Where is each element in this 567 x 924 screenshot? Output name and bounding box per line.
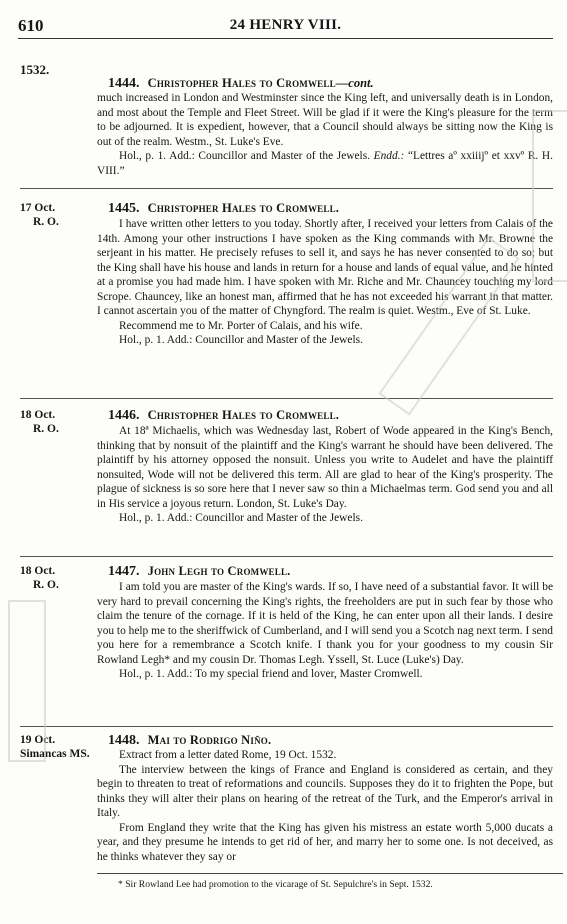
entry-paragraph: much increased in London and Westminster since the King left, and universally death is in London, and most about the Temple and Fleet Street. Will be glad if it were the King's pleasure for the term to be adjourned. It is expedient, however, that a Council should always be sitting now the King is out of the realm. Westm., St. Luke's Eve. (97, 92, 553, 148)
entry-title: Mai to Rodrigo Niño. (147, 733, 272, 747)
entry-meta: Hol., p. 1. Add.: Councillor and Master of the Jewels. Endd.: “Lettres aº xxiiijº et xxvº R. H. VIII.” (97, 150, 553, 177)
library-stamp (532, 110, 567, 282)
entry-body (97, 91, 553, 178)
margin-year: 1532. (20, 62, 50, 77)
entry-body (97, 424, 553, 526)
margin-source: R. O. (33, 423, 59, 435)
entry-paragraph: At 18ª Michaelis, which was Wednesday last, Robert of Wode appeared in the King's Bench, thinking that by nonsuit of the plaintiff and the King's warrant he should have been delivered. The plaintiff by his attorney opposed the nonsuit. Unless you write to Audelet and have the plaintiff nonsuited, Wode will not be delivered this term. All are glad to hear of the King's prosperity. The plague of sickness is so sore here that I never saw so thin a Michaelmas term. God send you and all in His service a joyous return. London, St. Luke's Day. (97, 425, 553, 510)
entry-paragraph: From England they write that the King has given his mistress an estate worth 5,000 ducats a year, and they presume he intends to get rid of her, and marry her to some one. Is not deceived, as he thinks whatever they say or (97, 821, 553, 863)
margin-date: 19 Oct. (20, 734, 56, 746)
entry-title: Christopher Hales to Cromwell. (147, 408, 340, 422)
margin-source: R. O. (33, 579, 59, 591)
entry-cont: —cont. (335, 76, 374, 90)
entry-title: Christopher Hales to Cromwell. (147, 201, 340, 215)
divider (20, 726, 553, 727)
entry-title: Christopher Hales to Cromwell (147, 76, 336, 90)
entry-meta: Hol., p. 1. Add.: Councillor and Master of the Jewels. (119, 512, 363, 524)
margin-source: R. O. (33, 216, 59, 228)
page-number: 610 (18, 16, 44, 35)
entry-paragraph: I am told you are master of the King's wards. If so, I have need of a substantial favor. It will be very hard to prevail concerning the King's rights, the freeholders are put in such fear by those who claim the tenure of the cornage. If it is held of the King, he can enter upon all their lands. I desire you to help me to the sheriffwick of Cumberland, and I will send you a Scotch nag next term. I send you here for a remembrance a Scotch knife. I thank you for your goodness to my cousin Sir Rowland Legh* and my cousin Dr. Thomas Legh. Yssell, St. Luce (Luke's) Day. (97, 581, 553, 666)
running-head (18, 16, 553, 39)
margin-source: Simancas MS. (20, 748, 90, 760)
entry-paragraph: The interview between the kings of France and England is considered as certain, and they begin to threaten to treat of reformations and councils. Supposes they do it to frighten the Pope, but thinks they will alter their plans on hearing of the retreat of the Turk, and the Emperor's arrival in Italy. (97, 763, 553, 819)
entry-heading (108, 564, 553, 580)
margin-date: 18 Oct. (20, 409, 56, 421)
entry-body (97, 580, 553, 682)
entry-heading (108, 733, 553, 749)
entry-number: 1444. (108, 76, 140, 91)
entry-meta: Hol., p. 1. Add.: Councillor and Master of the Jewels. (119, 334, 363, 346)
entry-title: John Legh to Cromwell. (147, 564, 291, 578)
divider (20, 556, 553, 557)
footnote: * Sir Rowland Lee had promotion to the vicarage of St. Sepulchre's in Sept. 1532. (118, 879, 433, 890)
entry-paragraph: Extract from a letter dated Rome, 19 Oct. 1532. (119, 749, 337, 761)
entry-paragraph: Recommend me to Mr. Porter of Calais, and his wife. (119, 319, 363, 332)
divider (20, 398, 553, 399)
entry-heading (108, 201, 553, 217)
entry-meta: Hol., p. 1. Add.: To my special friend and lover, Master Cromwell. (119, 668, 423, 680)
library-stamp (8, 600, 46, 762)
entry-heading (108, 76, 553, 92)
entry-number: 1446. (108, 408, 140, 423)
running-title: 24 HENRY VIII. (229, 17, 342, 33)
margin-date: 17 Oct. (20, 202, 56, 214)
footnote-rule (97, 873, 563, 874)
entry-heading (108, 408, 553, 424)
entry-number: 1445. (108, 201, 140, 216)
divider (20, 188, 553, 189)
entry-paragraph: I have written other letters to you today. Shortly after, I received your letters from Calais of the 14th. Among your other instructions I have spoken as the King commands with Mr. Browne the serjeant in his matter. He precisely refuses to sell it, and says he has never consented to do so; but the King shall have his house and lands in return for a house and lands of equal value, and he hinted at a promise you had made him. I have spoken with Mr. Riche and Mr. Chauncey touching my lord Scrope. Chauncey, like an honest man, affirmed that he has not exceeded his warrant in that matter. I cannot ascertain you of the matter of Chyngford. The realm is quiet. Westm., Eve of St. Luke. (97, 218, 553, 317)
entry-number: 1448. (108, 733, 140, 748)
margin-date: 18 Oct. (20, 565, 56, 577)
entry-number: 1447. (108, 564, 140, 579)
entry-body (97, 748, 553, 864)
